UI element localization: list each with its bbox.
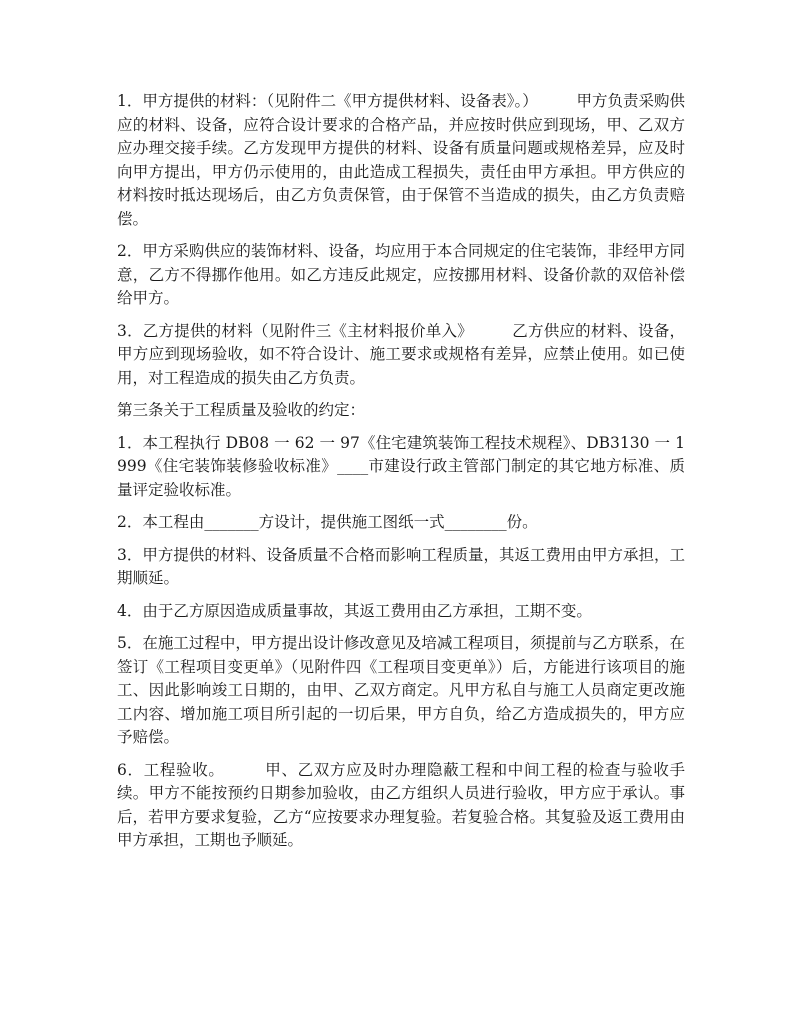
section-heading-quality: 第三条关于工程质量及验收的约定： xyxy=(117,401,366,419)
paragraph-standards: 1．本工程执行 DB08 一 62 一 97《住宅建筑装饰工程技术规程》、DB3130 一 1999《住宅装饰装修验收标准》____市建设行政主管部门制定的其它地方标准、质量评定验收标准。 xyxy=(117,433,685,499)
paragraph-design: 2．本工程由_______方设计，提供施工图纸一式________份。 xyxy=(117,513,538,531)
paragraph-supplied-materials-party-b: 3．乙方提供的材料（见附件三《主材料报价单入》 乙方供应的材料、设备，甲方应到现场验收，如不符合设计、施工要求或规格有差异，应禁止使用。如已使用，对工程造成的损失由乙方负责。 xyxy=(117,321,685,387)
paragraph-materials-usage: 2．甲方采购供应的装饰材料、设备，均应用于本合同规定的住宅装饰，非经甲方同意，乙方不得挪作他用。如乙方违反此规定，应按挪用材料、设备价款的双倍补偿给甲方。 xyxy=(117,242,685,307)
paragraph-design-changes: 5．在施工过程中，甲方提出设计修改意见及培减工程项目，须提前与乙方联系，在签订《工程项目变更单》（见附件四《工程项目变更单》）后，方能进行该项目的施工、因此影响竣工日期的，由甲、乙双方商定。凡甲方私自与施工人员商定更改施工内容、增加施工项目所引起的一切后果，甲方自负，给乙方造成损失的，甲方应予赔偿。 xyxy=(117,634,685,746)
paragraph-acceptance: 6．工程验收。 甲、乙双方应及时办理隐蔽工程和中间工程的检查与验收手续。甲方不能按预约日期参加验收，由乙方组织人员进行验收，甲方应于承认。事后，若甲方要求复验，乙方“应按要求办理复验。若复验合格。其复验及返工费用由甲方承担，工期也予顺延。 xyxy=(117,760,685,849)
document-body xyxy=(117,90,685,862)
paragraph-quality-party-a: 3．甲方提供的材料、设备质量不合格而影响工程质量，其返工费用由甲方承担，工期顺延。 xyxy=(117,545,685,587)
paragraph-supplied-materials-party-a: 1．甲方提供的材料：（见附件二《甲方提供材料、设备表》。） 甲方负责采购供应的材料、设备，应符合设计要求的合格产品，并应按时供应到现场，甲、乙双方应办理交接手续。乙方发现甲方提供的材料、设备有质量问题或规格差异，应及时向甲方提出，甲方仍示使用的，由此造成工程损失，责任由甲方承担。甲方供应的材料按时抵达现场后，由乙方负责保管，由于保管不当造成的损失，由乙方负责赔偿。 xyxy=(117,92,685,228)
paragraph-quality-party-b: 4．由于乙方原因造成质量事故，其返工费用由乙方承担，工期不变。 xyxy=(117,601,592,620)
